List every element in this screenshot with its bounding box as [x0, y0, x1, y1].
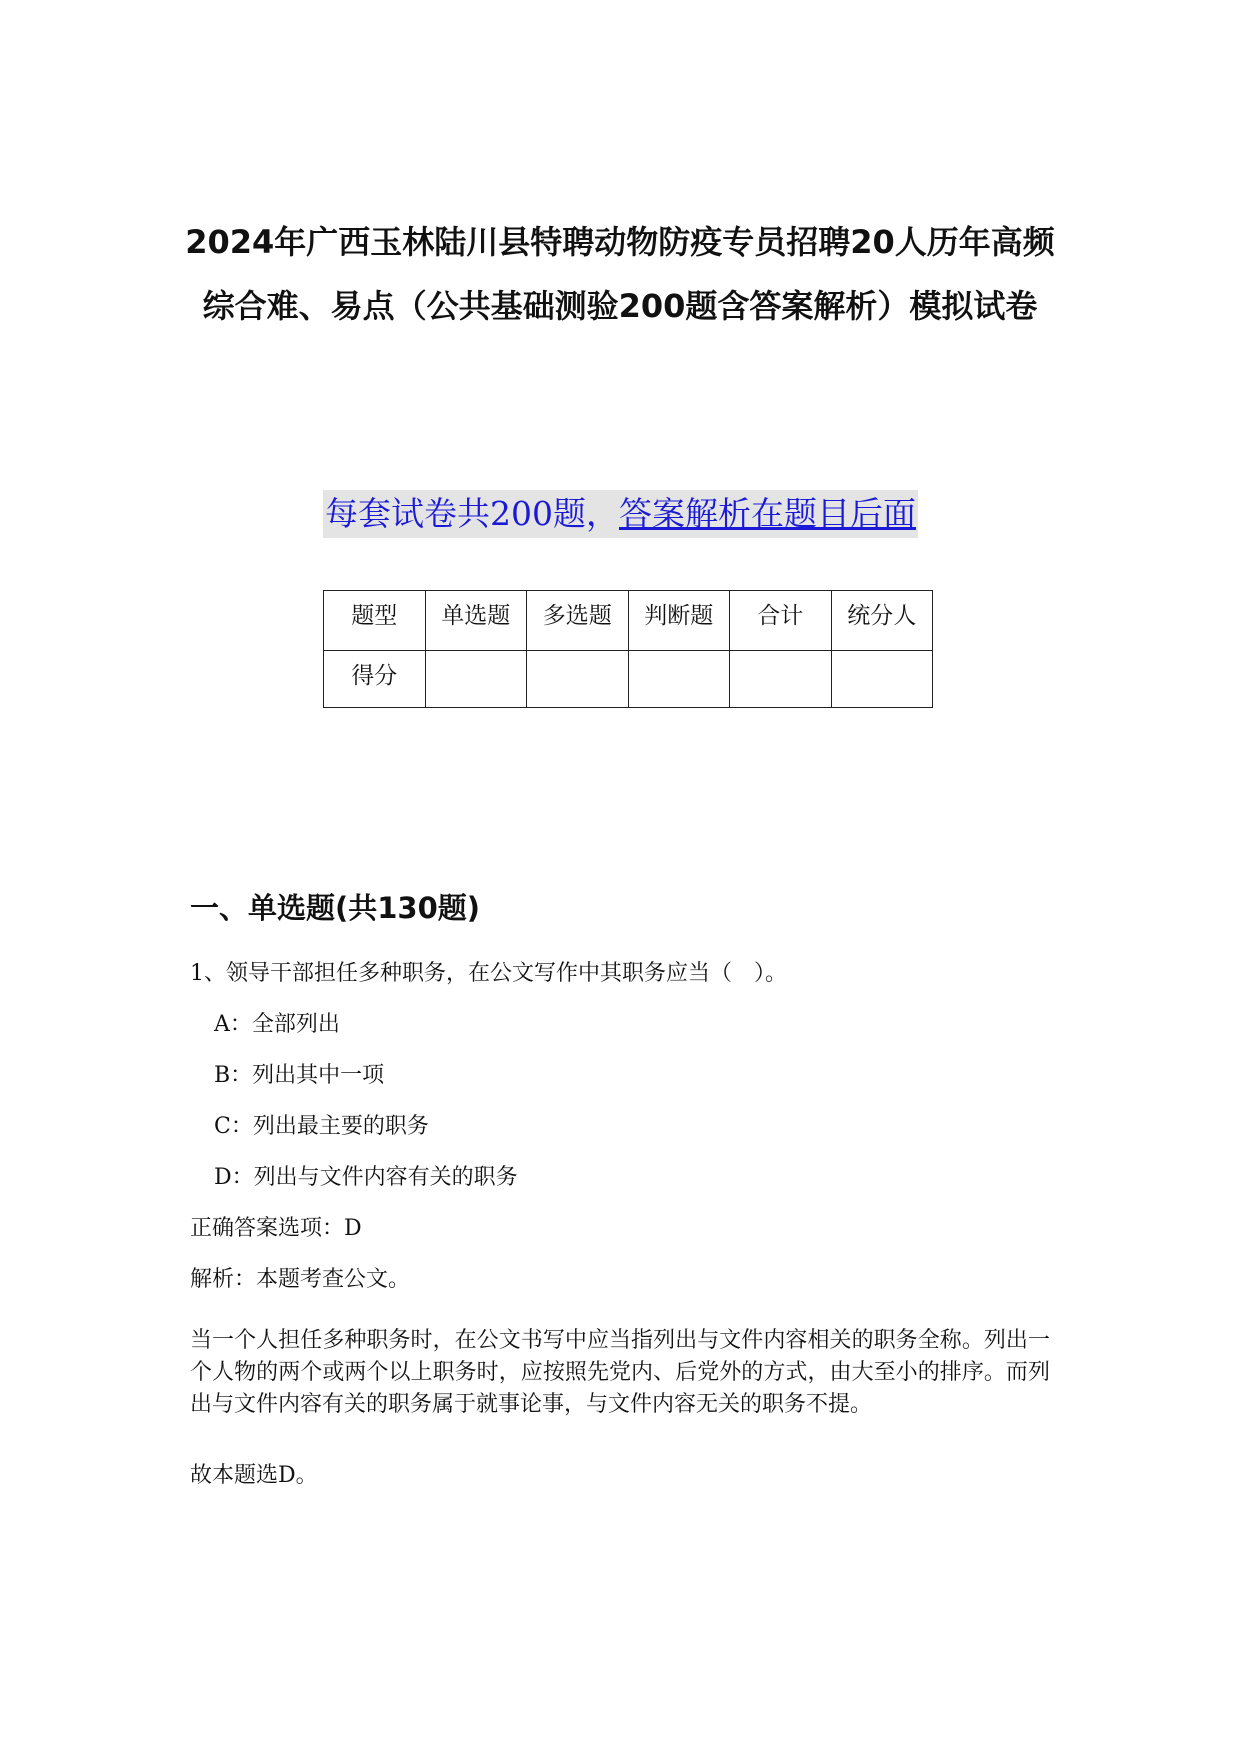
- score-table-header-row: [324, 591, 933, 651]
- score-table: [323, 590, 933, 708]
- question-stem: 1、领导干部担任多种职务，在公文写作中其职务应当（ ）。: [190, 961, 787, 986]
- option-d: D：列出与文件内容有关的职务: [214, 1165, 518, 1190]
- score-table-score-row: [324, 651, 933, 708]
- conclusion: 故本题选D。: [190, 1463, 318, 1488]
- score-cell-total: [730, 651, 832, 708]
- header-cell-single: 单选题: [425, 591, 527, 651]
- analysis-intro: 解析：本题考查公文。: [190, 1267, 411, 1292]
- header-cell-grader: 统分人: [831, 591, 933, 651]
- banner-container: [0, 490, 1241, 538]
- banner-link[interactable]: 答案解析在题目后面: [619, 494, 916, 533]
- score-row-label: 得分: [324, 651, 426, 708]
- header-cell-judgment: 判断题: [628, 591, 730, 651]
- option-a: A：全部列出: [214, 1012, 340, 1037]
- score-cell-judgment: [628, 651, 730, 708]
- header-cell-total: 合计: [730, 591, 832, 651]
- header-cell-multiple: 多选题: [527, 591, 629, 651]
- option-c: C：列出最主要的职务: [214, 1114, 429, 1139]
- score-cell-single: [425, 651, 527, 708]
- option-b: B：列出其中一项: [214, 1063, 385, 1088]
- analysis-body: 当一个人担任多种职务时，在公文书写中应当指列出与文件内容相关的职务全称。列出一个人物的两个或两个以上职务时，应按照先党内、后党外的方式，由大至小的排序。而列出与文件内容有关的职务属于就事论事，与文件内容无关的职务不提。: [190, 1328, 1050, 1417]
- info-banner: [323, 490, 918, 538]
- banner-text: 每套试卷共200题，: [325, 494, 619, 533]
- section-heading: 一、单选题(共130题): [190, 891, 481, 925]
- document-title: 2024年广西玉林陆川县特聘动物防疫专员招聘20人历年高频综合难、易点（公共基础测验200题含答案解析）模拟试卷: [185, 223, 1055, 325]
- score-cell-multiple: [527, 651, 629, 708]
- header-cell-type: 题型: [324, 591, 426, 651]
- correct-answer: 正确答案选项：D: [190, 1216, 362, 1241]
- score-cell-grader: [831, 651, 933, 708]
